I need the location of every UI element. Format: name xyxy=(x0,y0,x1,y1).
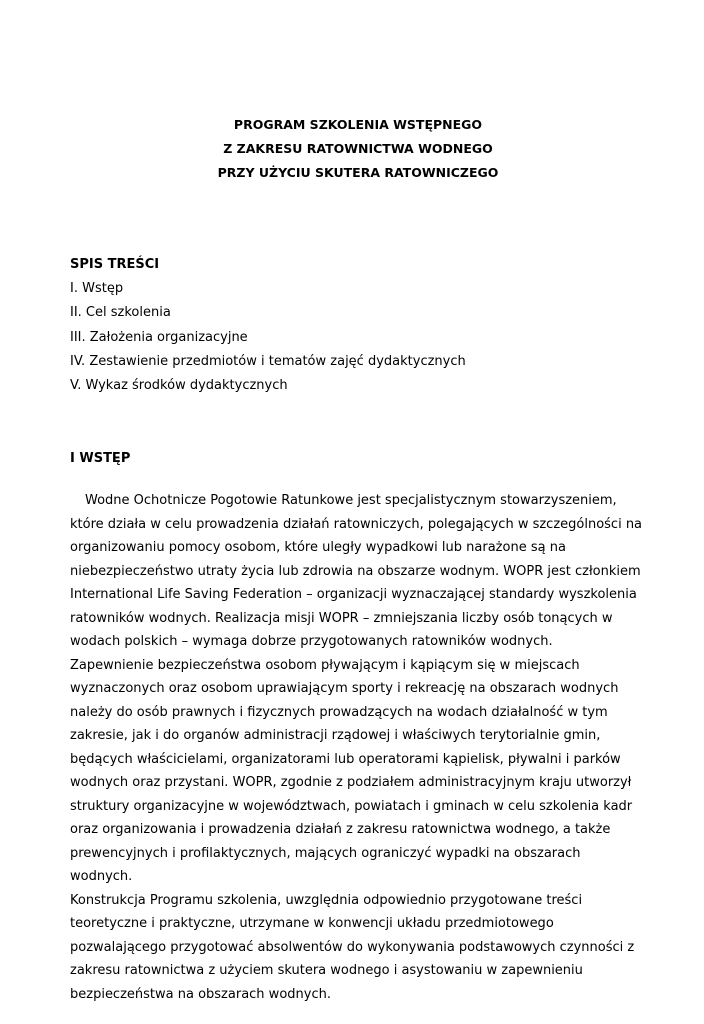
paragraph-line: wodnych. xyxy=(70,869,133,884)
paragraph-line: Zapewnienie bezpieczeństwa osobom pływającym i kąpiącym się w miejscach xyxy=(70,657,580,673)
toc-item-zestawienie: IV. Zestawienie przedmiotów i tematów zajęć dydaktycznych xyxy=(70,353,466,369)
title-line-1: PROGRAM SZKOLENIA WSTĘPNEGO xyxy=(233,117,483,132)
paragraph-line: International Life Saving Federation – organizacji wyznaczającej standardy wyszkolenia xyxy=(70,587,637,602)
paragraph-line: wodach polskich – wymaga dobrze przygotowanych ratowników wodnych. xyxy=(70,634,553,649)
paragraph-line: Wodne Ochotnicze Pogotowie Ratunkowe jest specjalistycznym stowarzyszeniem, xyxy=(85,493,617,508)
toc-item-cel-szkolenia: II. Cel szkolenia xyxy=(70,305,171,321)
paragraph-line: które działa w celu prowadzenia działań ratowniczych, polegających w szczególności na xyxy=(70,516,643,532)
table-of-contents xyxy=(70,253,670,398)
paragraph-line: organizowaniu pomocy osobom, które uległy wypadkowi lub narażone są na xyxy=(70,540,566,555)
paragraph-line: zakresie, jak i do organów administracji rządowej i właściwych terytorialnie gmin, xyxy=(70,728,601,743)
paragraph-line: Konstrukcja Programu szkolenia, uwzględnia odpowiednio przygotowane treści xyxy=(70,892,583,908)
paragraph-line: bezpieczeństwa na obszarach wodnych. xyxy=(70,986,331,1002)
section-body xyxy=(70,489,660,1006)
paragraph-line: będących właścicielami, organizatorami lub operatorami kąpielisk, pływalni i parków xyxy=(70,751,621,767)
toc-item-wstep: I. Wstęp xyxy=(70,281,124,297)
document-title xyxy=(0,113,704,185)
paragraph-line: wodnych oraz przystani. WOPR, zgodnie z podziałem administracyjnym kraju utworzył xyxy=(70,775,632,790)
paragraph-line: niebezpieczeństwo utraty życia lub zdrowia na obszarze wodnym. WOPR jest członkiem xyxy=(70,563,641,579)
paragraph-line: oraz organizowania i prowadzenia działań z zakresu ratownictwa wodnego, a także xyxy=(70,822,611,837)
toc-item-zalozenia: III. Założenia organizacyjne xyxy=(70,329,248,345)
paragraph-line: prewencyjnych i profilaktycznych, mających ograniczyć wypadki na obszarach xyxy=(70,845,581,861)
paragraph-line: pozwalającego przygotować absolwentów do wykonywania podstawowych czynności z xyxy=(70,939,635,955)
paragraph-line: struktury organizacyjne w województwach, powiatach i gminach w celu szkolenia kadr xyxy=(70,798,633,814)
paragraph-line: ratowników wodnych. Realizacja misji WOPR – zmniejszania liczby osób tonących w xyxy=(70,610,613,626)
paragraph-line: teoretyczne i praktyczne, utrzymane w konwencji układu przedmiotowego xyxy=(70,916,554,931)
paragraph-line: należy do osób prawnych i fizycznych prowadzących na wodach działalność w tym xyxy=(70,704,608,720)
toc-item-wykaz: V. Wykaz środków dydaktycznych xyxy=(70,378,288,394)
toc-heading: SPIS TREŚCI xyxy=(70,257,160,272)
section-heading-wstep: I WSTĘP xyxy=(70,451,131,466)
paragraph-line: zakresu ratownictwa z użyciem skutera wodnego i asystowaniu w zapewnieniu xyxy=(70,963,583,978)
title-line-3: PRZY UŻYCIU SKUTERA RATOWNICZEGO xyxy=(217,165,499,180)
paragraph-line: wyznaczonych oraz osobom uprawiającym sporty i rekreację na obszarach wodnych xyxy=(70,681,619,696)
title-line-2: Z ZAKRESU RATOWNICTWA WODNEGO xyxy=(223,141,493,156)
